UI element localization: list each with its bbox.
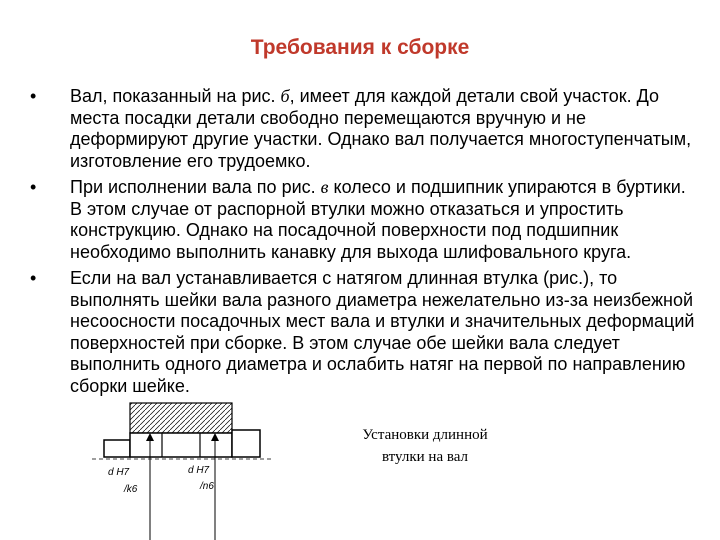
bullet-list [30,86,702,402]
caption-line: Установки длинной [362,427,488,443]
shaft-bushing-diagram [90,395,290,540]
bullet-item [30,268,702,397]
bullet-symbol: • [30,177,37,197]
bullet-text: При исполнении вала по рис. [70,177,316,197]
bullet-item [30,177,702,263]
figure-ref: в [320,177,329,197]
long-bushing [130,403,232,433]
fit-label: d H7 [188,465,210,476]
shaft-step [104,440,130,457]
bullet-text: , имеет для каждой детали свой участок. До места посадки детали свободно перемещаются вручную и не деформируют другие участки. Однако вал получается многоступенчатым, изготовление его трудоемко. [70,86,692,171]
fit-label: /k6 [124,484,138,495]
figure-ref: б [280,86,290,106]
bullet-symbol: • [30,268,37,288]
figure-caption [330,424,520,468]
bullet-text: колесо и подшипник упираются в буртики. В этом случае от распорной втулки можно отказаться и упростить конструкцию. Однако на посадочной поверхности под подшипник необходимо выполнить канавку для выхода шлифовального круга. [70,177,686,262]
caption-line: втулки на вал [381,449,469,465]
fit-label: d H7 [108,467,130,478]
shaft-step [232,430,260,457]
bullet-symbol: • [30,86,37,106]
fit-label: /n6 [200,481,214,492]
bullet-item [30,86,702,172]
bullet-text: Если на вал устанавливается с натягом длинная втулка (рис.), то выполнять шейки вала разного диаметра нежелательно из-за неизбежной несоосности посадочных мест вала и втулки и значительных деформаций поверхностей при сборке. В этом случае обе шейки вала следует выполнить одного диаметра и ослабить натяг на первой по направлению сборки шейке. [70,268,695,396]
slide-title: Требования к сборке [250,36,470,59]
bullet-text: Вал, показанный на рис. [70,86,276,106]
